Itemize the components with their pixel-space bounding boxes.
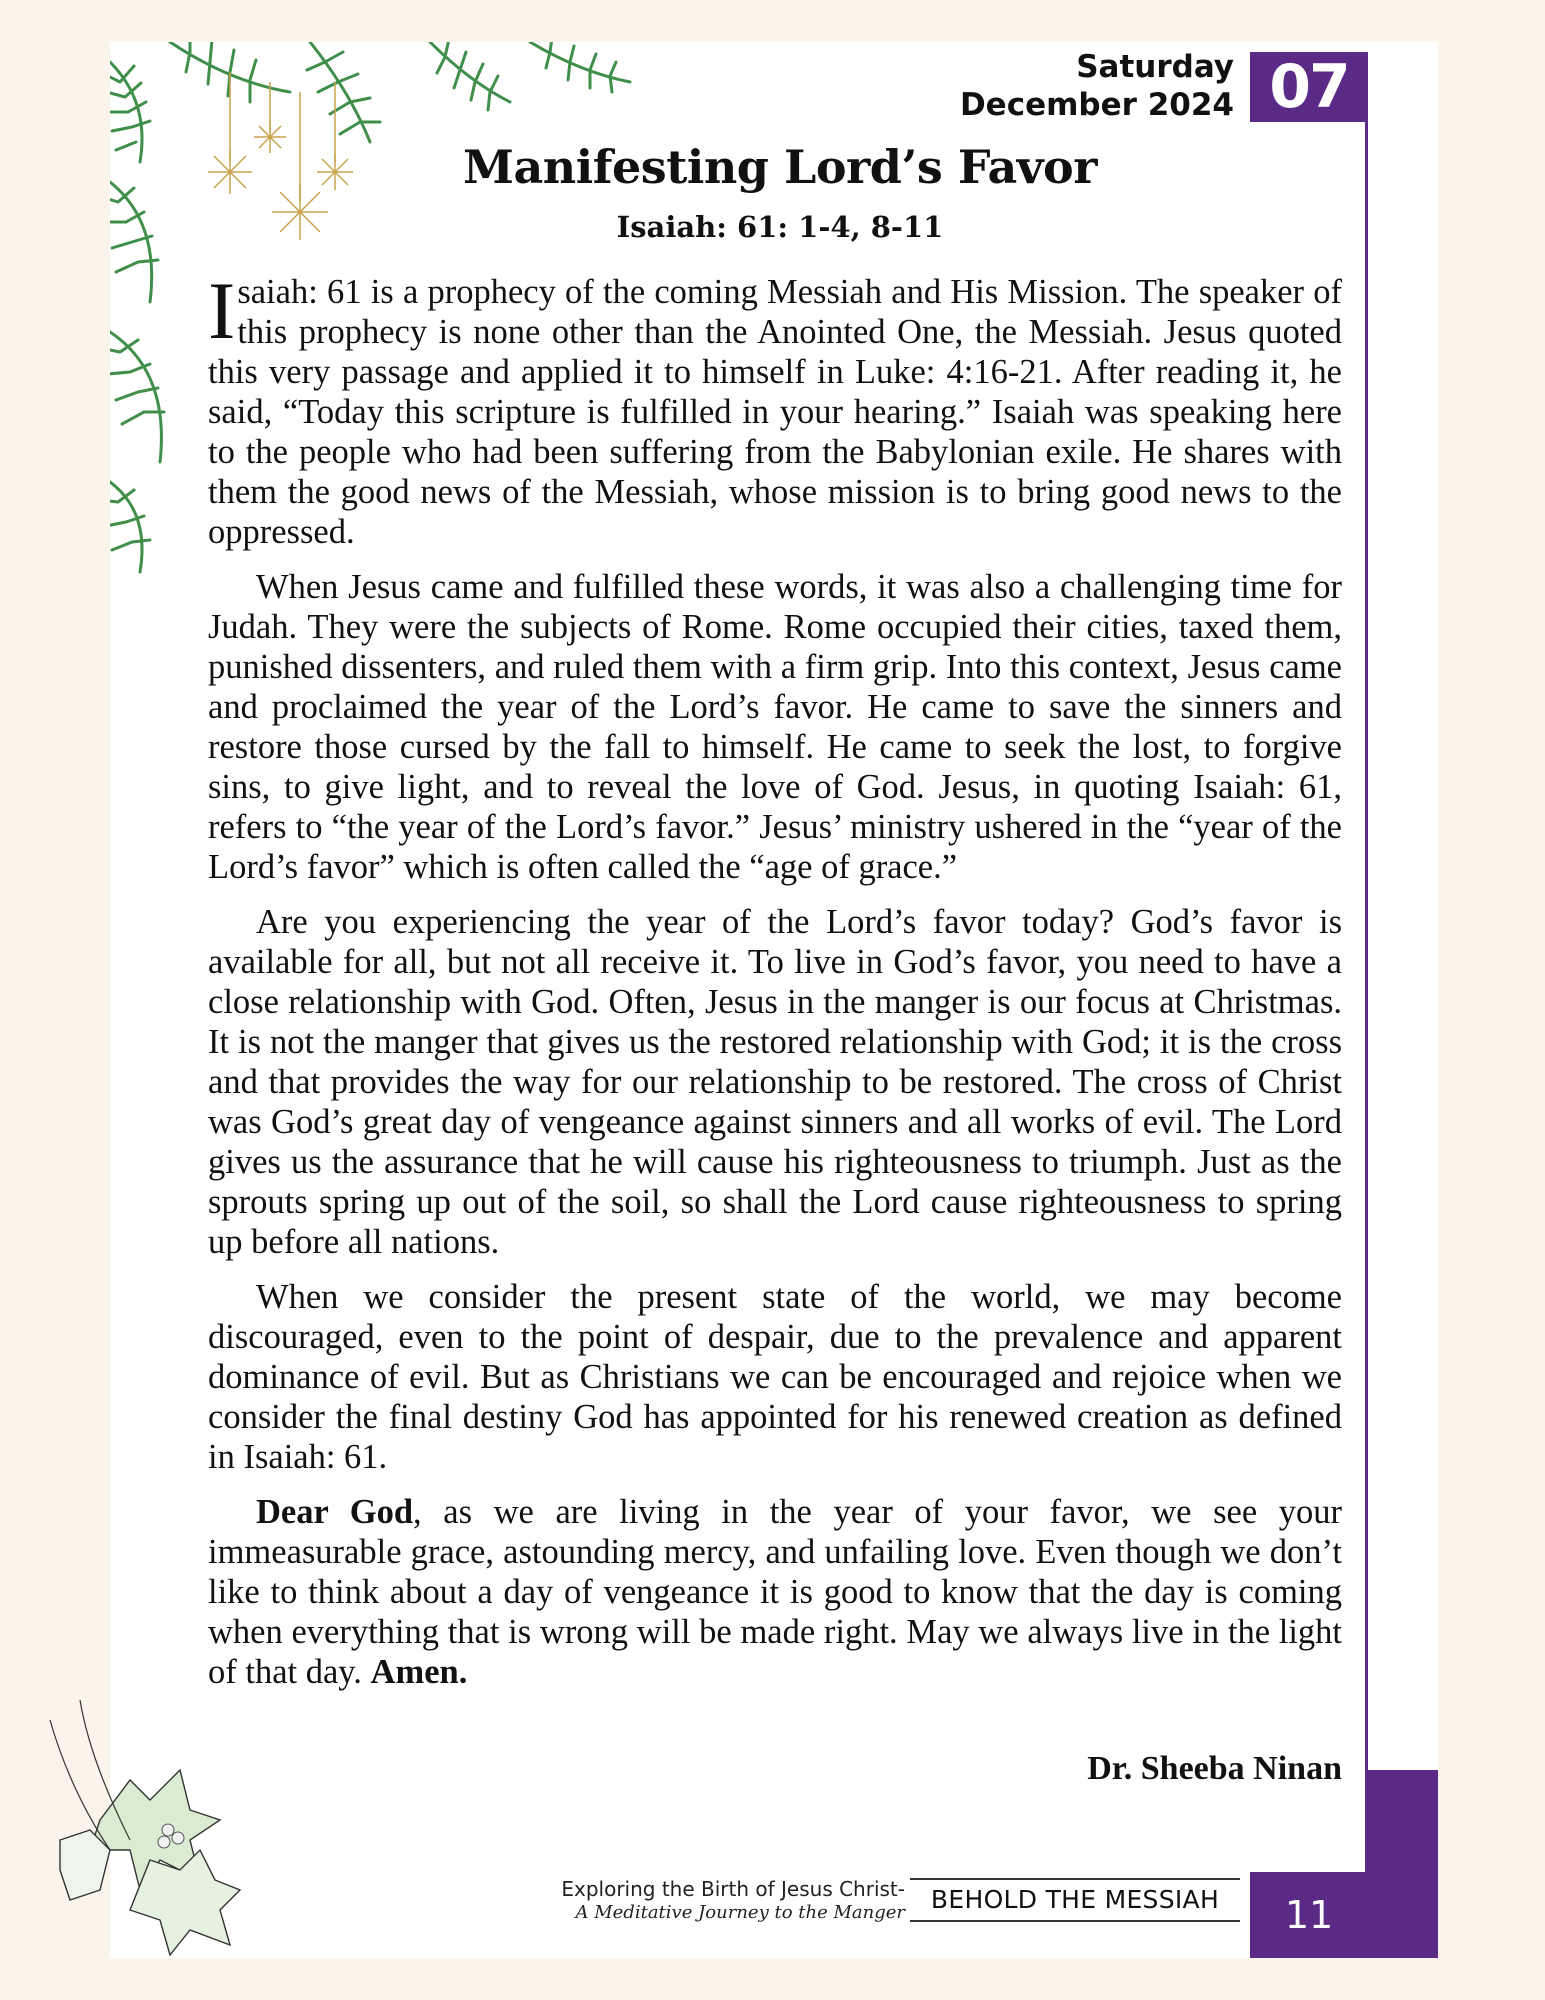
corner-accent-block xyxy=(1365,1770,1438,1958)
footer-line-1: Exploring the Birth of Jesus Christ- xyxy=(561,1877,905,1901)
day-number-badge: 07 xyxy=(1250,52,1368,122)
prayer-amen: Amen. xyxy=(370,1653,468,1691)
paragraph-1 xyxy=(208,265,1342,552)
paragraph-2: When Jesus came and fulfilled these words, it was also a challenging time for Judah. They were the subjects of Rome. Rome occupied their cities, taxed them, punished dissenters, and ruled them with a firm grip. Into this context, Jesus came and proclaimed the year of the Lord’s favor. He came to save the sinners and restore those cursed by the fall to himself. He came to seek the lost, to forgive sins, to give light, and to reveal the love of God. Jesus, in quoting Isaiah: 61, refers to “the year of the Lord’s favor.” Jesus’ ministry ushered in the “year of the Lord’s favor” which is often called the “age of grace.” xyxy=(208,568,1342,886)
month-year: December 2024 xyxy=(959,87,1234,123)
date-heading xyxy=(960,48,1234,124)
prayer-lead: Dear God xyxy=(256,1493,414,1531)
author-signature: Dr. Sheeba Ninan xyxy=(1087,1750,1342,1787)
footer-book-title: BEHOLD THE MESSIAH xyxy=(910,1878,1240,1922)
prayer-paragraph xyxy=(208,1492,1342,1692)
footer-subtitle xyxy=(561,1876,905,1924)
weekday: Saturday xyxy=(1076,49,1234,85)
prayer-text: , as we are living in the year of your favor, we see your immeasurable grace, astounding mercy, and unfailing love. Even though we don’t like to think about a day of vengeance it is good to know that the day is coming when everything that is wrong will be made right. May we always live in the light of that day. xyxy=(208,1493,1342,1691)
paragraph-3: Are you experiencing the year of the Lord’s favor today? God’s favor is available for all, but not all receive it. To live in God’s favor, you need to have a close relationship with God. Often, Jesus in the manger is our focus at Christmas. It is not the manger that gives us the restored relationship with God; it is the cross and that provides the way for our relationship to be restored. The cross of Christ was God’s great day of vengeance against sinners and all works of evil. The Lord gives us the assurance that he will cause his righteousness to triumph. Just as the sprouts spring up out of the soil, so shall the Lord cause righteousness to spring up before all nations. xyxy=(208,903,1342,1261)
devotional-body xyxy=(208,265,1342,1707)
footer-line-2: A Meditative Journey to the Manger xyxy=(575,1902,905,1923)
holly-decoration xyxy=(40,1700,270,1970)
paragraph-1-text: saiah: 61 is a prophecy of the coming Messiah and His Mission. The speaker of this prophecy is none other than the Anointed One, the Messiah. Jesus quoted this very passage and applied it to himself in Luke: 4:16-21. After reading it, he said, “Today this scripture is fulfilled in your hearing.” Isaiah was speaking here to the people who had been suffering from the Babylonian exile. He shares with them the good news of the Messiah, whose mission is to bring good news to the oppressed. xyxy=(208,273,1342,551)
drop-cap: I xyxy=(208,265,236,356)
scripture-reference: Isaiah: 61: 1-4, 8-11 xyxy=(616,210,944,244)
page-border-line xyxy=(1365,118,1368,1773)
paragraph-4: When we consider the present state of the world, we may become discouraged, even to the point of despair, due to the prevalence and apparent dominance of evil. But as Christians we can be encouraged and rejoice when we consider the final destiny God has appointed for his renewed creation as defined in Isaiah: 61. xyxy=(208,1278,1342,1476)
page-title: Manifesting Lord’s Favor xyxy=(463,140,1097,194)
page-number: 11 xyxy=(1250,1872,1368,1958)
